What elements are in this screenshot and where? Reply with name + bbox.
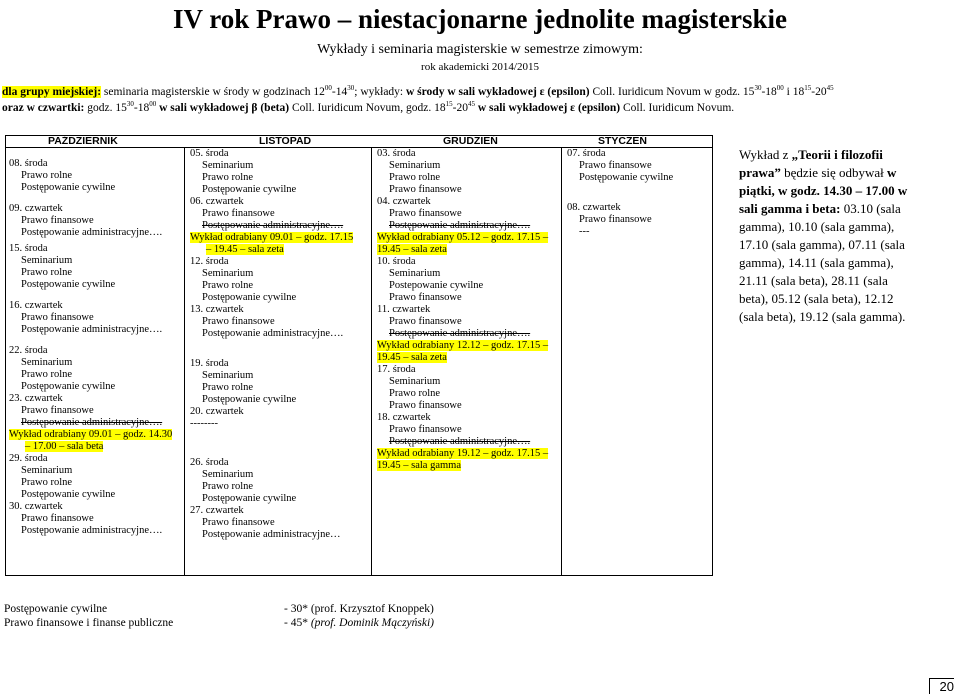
entry-text: Wykład odrabiany 19.12 – godz. 17.15 – [377, 448, 549, 459]
entry-text: Prawo rolne [21, 369, 73, 380]
schedule-entry [190, 418, 353, 430]
row-spacer [9, 291, 172, 300]
schedule-entry [190, 481, 353, 493]
schedule-entry [567, 172, 673, 184]
footer-teacher-name: (prof. Dominik Mączyński) [310, 617, 435, 629]
entry-text: 19.45 – sala zeta [377, 352, 447, 363]
entry-text: Postępowanie administracyjne…. [202, 328, 344, 339]
entry-text: 19. środa [190, 358, 229, 369]
schedule-entry [9, 489, 172, 501]
schedule-entry [190, 406, 353, 418]
schedule-entry [377, 160, 548, 172]
footer-teachers [284, 602, 434, 630]
entry-text: 13. czwartek [190, 304, 244, 315]
row-spacer [9, 336, 172, 345]
entry-text: Seminarium [21, 357, 73, 368]
entry-text: Prawo rolne [202, 280, 254, 291]
schedule-entry [190, 370, 353, 382]
schedule-entry [9, 417, 172, 429]
info-sup: 15 [804, 84, 812, 92]
column-divider [371, 148, 372, 575]
entry-text: --- [579, 226, 590, 237]
schedule-entry [9, 441, 172, 453]
entry-text: – 19.45 – sala zeta [206, 244, 284, 255]
january-column [567, 148, 673, 238]
entry-text: Postępowanie cywilne [21, 182, 116, 193]
row-spacer [190, 349, 353, 358]
info-text: Coll. Iuridicum Novum, godz. 18 [289, 102, 446, 114]
schedule-entry [9, 369, 172, 381]
note-time: w piątki, w godz. 14.30 – 17.00 w sali gamma i beta: [739, 165, 908, 216]
schedule-entry [377, 208, 548, 220]
info-sup: 00 [149, 100, 157, 108]
row-spacer [567, 193, 673, 202]
schedule-entry [377, 256, 548, 268]
info-text: seminaria magisterskie w środy w godzinach 12 [101, 86, 325, 98]
schedule-entry [190, 220, 353, 232]
schedule-entry [190, 493, 353, 505]
entry-text: Prawo finansowe [21, 215, 94, 226]
schedule-entry [190, 196, 353, 208]
schedule-entry [567, 226, 673, 238]
schedule-entry [377, 424, 548, 436]
entry-text: Prawo finansowe [389, 184, 462, 195]
entry-text: 16. czwartek [9, 300, 63, 311]
entry-text: 07. środa [567, 148, 606, 159]
entry-text: 29. środa [9, 453, 48, 464]
entry-text: Prawo rolne [202, 172, 254, 183]
page-number: 20 [929, 678, 954, 694]
schedule-entry [9, 324, 172, 336]
schedule-entry [377, 364, 548, 376]
entry-text: Prawo rolne [202, 481, 254, 492]
lecture-note [739, 146, 919, 326]
schedule-entry [190, 517, 353, 529]
schedule-entry [190, 268, 353, 280]
column-divider [184, 148, 185, 575]
entry-text: Seminarium [21, 255, 73, 266]
entry-text: Seminarium [389, 268, 441, 279]
schedule-entry [190, 256, 353, 268]
schedule-entry [377, 460, 548, 472]
entry-text: Prawo finansowe [21, 405, 94, 416]
row-spacer [567, 184, 673, 193]
info-text: -20 [452, 102, 468, 114]
entry-text: Postępowanie cywilne [202, 184, 297, 195]
info-sup: 30 [126, 100, 134, 108]
entry-text: Prawo finansowe [202, 316, 275, 327]
info-text: i 18 [783, 86, 805, 98]
schedule-entry [190, 358, 353, 370]
schedule-entry [9, 429, 172, 441]
info-text: -18 [133, 102, 150, 114]
entry-text: 27. czwartek [190, 505, 244, 516]
entry-text: – 17.00 – sala beta [25, 441, 104, 452]
month-header-december: GRUDZIEŃ [443, 135, 498, 147]
entry-text: Prawo finansowe [389, 316, 462, 327]
entry-text: 09. czwartek [9, 203, 63, 214]
entry-text: Postępowanie administracyjne…. [389, 328, 531, 339]
info-bold: w środy w sali wykładowej ε (epsilon) [406, 86, 590, 98]
note-text: będzie się odbywał [780, 165, 888, 180]
page-title: IV rok Prawo – niestacjonarne jednolite magisterskie [173, 4, 787, 34]
schedule-entry [190, 280, 353, 292]
entry-text: Prawo finansowe [579, 214, 652, 225]
schedule-entry [190, 469, 353, 481]
note-dates: 03.10 (sala gamma), 10.10 (sala gamma), 17.10 (sala gamma), 07.11 (sala gamma), 14.11 (sala gamma), 21.11 (sala beta), 28.11 (sala beta), 05.12 (sala beta), 12.12 (sala beta), 19.12 (sala gamma). [739, 201, 906, 324]
info-text: -20 [811, 86, 827, 98]
schedule-entry [377, 388, 548, 400]
schedule-entry [190, 316, 353, 328]
entry-text: 15. środa [9, 243, 48, 254]
entry-text: Postępowanie administracyjne…. [202, 220, 344, 231]
entry-text: 11. czwartek [377, 304, 431, 315]
info-bold: w sali wykładowej β (beta) [156, 102, 290, 114]
schedule-entry [9, 182, 172, 194]
footer-teacher: - 30* (prof. Krzysztof Knoppek) [284, 603, 434, 615]
schedule-entry [567, 160, 673, 172]
entry-text: 19.45 – sala zeta [377, 244, 447, 255]
info-sup: 30 [347, 84, 355, 92]
schedule-entry [377, 184, 548, 196]
entry-text: Wykład odrabiany 05.12 – godz. 17.15 – [377, 232, 549, 243]
entry-text: Postępowanie administracyjne…. [389, 220, 531, 231]
entry-text: 20. czwartek [190, 406, 244, 417]
info-bold: oraz w czwartki: [2, 102, 85, 114]
info-bold: w sali wykładowej ε (epsilon) [474, 102, 621, 114]
note-text: Wykład z [739, 147, 792, 162]
schedule-entry [377, 220, 548, 232]
entry-text: 04. czwartek [377, 196, 431, 207]
entry-text: Postępowanie cywilne [202, 292, 297, 303]
row-spacer [190, 430, 353, 439]
schedule-entry [190, 160, 353, 172]
entry-text: Postepowanie cywilne [389, 280, 484, 291]
schedule-entry [9, 227, 172, 239]
info-text: -18 [761, 86, 777, 98]
entry-text: Seminarium [21, 465, 73, 476]
schedule-entry [377, 352, 548, 364]
info-sup: 45 [826, 84, 834, 92]
entry-text: Postępowanie cywilne [21, 381, 116, 392]
schedule-entry [190, 304, 353, 316]
entry-text: 10. środa [377, 256, 416, 267]
entry-text: 08. środa [9, 158, 48, 169]
group-label: dla grupy miejskiej: [2, 86, 102, 98]
entry-text: Postępowanie administracyjne…. [21, 417, 163, 428]
october-column [9, 158, 172, 537]
entry-text: -------- [190, 418, 218, 429]
entry-text: Prawo finansowe [389, 208, 462, 219]
schedule-entry [377, 340, 548, 352]
info-text: godz. 15 [84, 102, 127, 114]
info-text: ; wykłady: [354, 86, 406, 98]
entry-text: Postępowanie administracyjne…. [21, 227, 163, 238]
schedule-entry [9, 501, 172, 513]
schedule-entry [377, 244, 548, 256]
footer-teacher [284, 616, 434, 630]
december-column [377, 148, 548, 472]
entry-text: Wykład odrabiany 09.01 – godz. 17.15 [190, 232, 354, 243]
info-sup: 45 [467, 100, 475, 108]
entry-text: Seminarium [202, 268, 254, 279]
entry-text: Postępowanie cywilne [21, 279, 116, 290]
schedule-entry [9, 513, 172, 525]
schedule-entry [377, 328, 548, 340]
schedule-entry [9, 158, 172, 170]
schedule-entry [377, 412, 548, 424]
schedule-entry [377, 232, 548, 244]
entry-text: Prawo rolne [21, 477, 73, 488]
entry-text: Seminarium [202, 370, 254, 381]
schedule-entry [190, 505, 353, 517]
schedule-entry [9, 405, 172, 417]
entry-text: Prawo rolne [202, 382, 254, 393]
schedule-entry [377, 196, 548, 208]
schedule-entry [567, 214, 673, 226]
schedule-info [2, 84, 952, 116]
entry-text: 22. środa [9, 345, 48, 356]
entry-text: Seminarium [202, 160, 254, 171]
entry-text: 03. środa [377, 148, 416, 159]
entry-text: 30. czwartek [9, 501, 63, 512]
entry-text: 12. środa [190, 256, 229, 267]
schedule-entry [190, 292, 353, 304]
entry-text: 23. czwartek [9, 393, 63, 404]
row-spacer [190, 439, 353, 448]
entry-text: Postępowanie administracyjne… [202, 529, 341, 540]
month-header-january: STYCZEŃ [598, 135, 648, 147]
info-text: -14 [331, 86, 348, 98]
page-subtitle: Wykłady i seminaria magisterskie w semestrze zimowym: [317, 42, 643, 57]
schedule-entry [190, 148, 353, 160]
entry-text: Prawo finansowe [21, 513, 94, 524]
entry-text: Prawo rolne [389, 388, 441, 399]
schedule-table [5, 135, 713, 576]
entry-text: Seminarium [202, 469, 254, 480]
schedule-entry [9, 203, 172, 215]
schedule-entry [9, 267, 172, 279]
schedule-entry [9, 345, 172, 357]
entry-text: 17. środa [377, 364, 416, 375]
entry-text: 19.45 – sala gamma [377, 460, 461, 471]
entry-text: Prawo finansowe [389, 424, 462, 435]
schedule-entry [377, 292, 548, 304]
entry-text: Seminarium [389, 160, 441, 171]
month-header-october: PAŹDZIERNIK [48, 135, 118, 147]
schedule-entry [9, 300, 172, 312]
entry-text: Prawo rolne [21, 267, 73, 278]
entry-text: Postępowanie administracyjne…. [389, 436, 531, 447]
entry-text: Postępowanie administracyjne…. [21, 324, 163, 335]
schedule-entry [9, 279, 172, 291]
entry-text: Postępowanie administracyjne…. [21, 525, 163, 536]
schedule-entry [9, 312, 172, 324]
entry-text: Prawo finansowe [202, 208, 275, 219]
schedule-entry [190, 208, 353, 220]
schedule-entry [377, 280, 548, 292]
schedule-entry [190, 232, 353, 244]
schedule-entry [9, 170, 172, 182]
footer-subjects [4, 602, 173, 630]
schedule-entry [377, 316, 548, 328]
schedule-entry [377, 400, 548, 412]
schedule-entry [9, 381, 172, 393]
column-divider [561, 148, 562, 575]
entry-text: 26. środa [190, 457, 229, 468]
schedule-entry [9, 453, 172, 465]
schedule-entry [377, 148, 548, 160]
entry-text: Prawo finansowe [389, 292, 462, 303]
schedule-entry [567, 148, 673, 160]
entry-text: Wykład odrabiany 12.12 – godz. 17.15 – [377, 340, 549, 351]
entry-text: Prawo finansowe [389, 400, 462, 411]
academic-year: rok akademicki 2014/2015 [421, 61, 539, 73]
schedule-entry [377, 448, 548, 460]
schedule-entry [9, 243, 172, 255]
entry-text: Prawo finansowe [579, 160, 652, 171]
entry-text: Prawo finansowe [202, 517, 275, 528]
schedule-entry [190, 328, 353, 340]
schedule-entry [190, 244, 353, 256]
schedule-entry [9, 393, 172, 405]
month-header-november: LISTOPAD [259, 135, 312, 147]
entry-text: Prawo finansowe [21, 312, 94, 323]
schedule-entry [9, 477, 172, 489]
row-spacer [9, 194, 172, 203]
schedule-entry [567, 202, 673, 214]
schedule-entry [377, 304, 548, 316]
note-course: „Teorii i filozofii prawa” [739, 147, 883, 180]
schedule-entry [190, 529, 353, 541]
schedule-entry [190, 457, 353, 469]
entry-text: Wykład odrabiany 09.01 – godz. 14.30 [9, 429, 173, 440]
schedule-entry [9, 255, 172, 267]
entry-text: Postępowanie cywilne [579, 172, 674, 183]
entry-text: 05. środa [190, 148, 229, 159]
entry-text: Seminarium [389, 376, 441, 387]
info-sup: 15 [445, 100, 453, 108]
info-text: Coll. Iuridicum Novum. [620, 102, 735, 114]
schedule-entry [9, 465, 172, 477]
footer-subject: Postępowanie cywilne [4, 603, 108, 615]
entry-text: 18. czwartek [377, 412, 431, 423]
entry-text: Postępowanie cywilne [202, 394, 297, 405]
entry-text: 06. czwartek [190, 196, 244, 207]
schedule-entry [190, 382, 353, 394]
footer-subject: Prawo finansowe i finanse publiczne [4, 617, 174, 629]
schedule-entry [377, 436, 548, 448]
footer-hours: - 45* [284, 617, 311, 629]
schedule-entry [377, 376, 548, 388]
schedule-entry [9, 215, 172, 227]
schedule-entry [190, 184, 353, 196]
schedule-entry [9, 357, 172, 369]
row-spacer [190, 340, 353, 349]
entry-text: Prawo rolne [389, 172, 441, 183]
entry-text: 08. czwartek [567, 202, 621, 213]
schedule-entry [190, 172, 353, 184]
schedule-entry [190, 394, 353, 406]
entry-text: Postępowanie cywilne [21, 489, 116, 500]
schedule-entry [9, 525, 172, 537]
schedule-entry [377, 172, 548, 184]
info-sup: 00 [324, 84, 332, 92]
schedule-entry [377, 268, 548, 280]
info-sup: 00 [776, 84, 784, 92]
november-column [190, 148, 353, 541]
info-sup: 30 [754, 84, 762, 92]
info-text: Coll. Iuridicum Novum w godz. 15 [589, 86, 755, 98]
row-spacer [190, 448, 353, 457]
entry-text: Postępowanie cywilne [202, 493, 297, 504]
entry-text: Prawo rolne [21, 170, 73, 181]
